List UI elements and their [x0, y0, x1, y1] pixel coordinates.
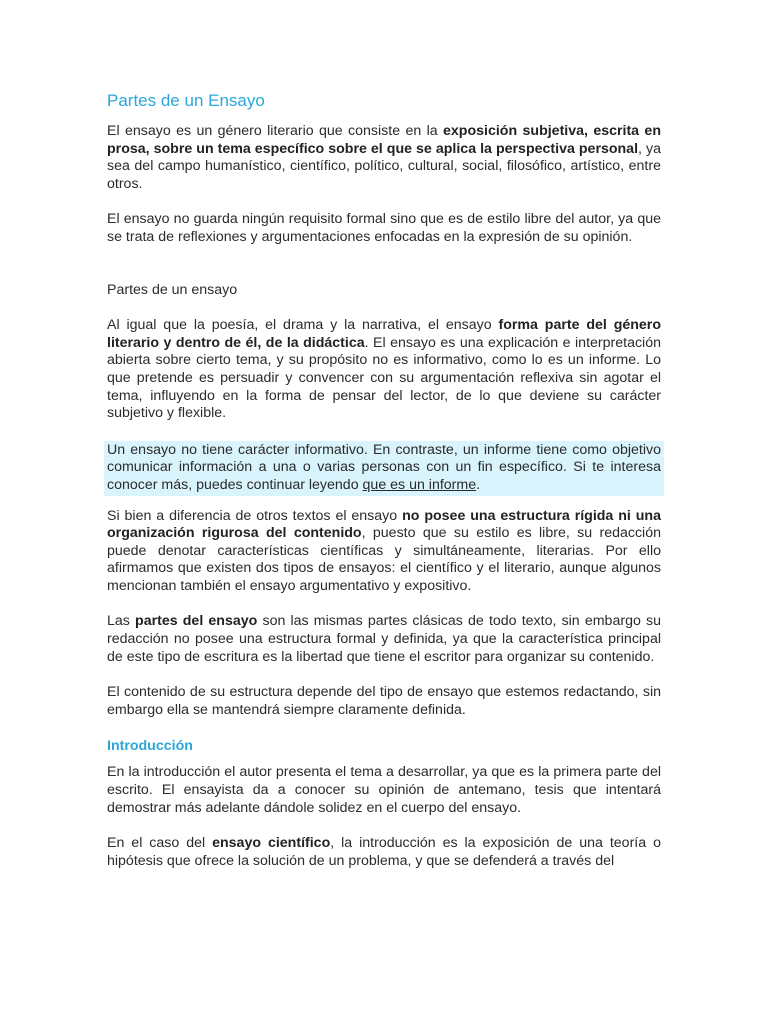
callout-box: [104, 441, 664, 496]
text-run: , puesto que su estilo es libre, su redacción puede denotar características científicas y simultáneamente, literarias. Por ello afirmamos que existen dos tipos de ensayos: el científico y el literario, aunque algunos mencionan también el ensayo argumentativo y expositivo.: [107, 525, 661, 594]
paragraph-structure: [107, 508, 661, 596]
text-run: Al igual que la poesía, el drama y la narrativa, el ensayo: [107, 317, 499, 334]
subheading-introduccion: Introducción: [107, 738, 193, 755]
text-run: .: [476, 476, 481, 493]
callout-text: Un ensayo no tiene carácter informativo. En contraste, un informe tiene como objetivo comunicar información a una o varias personas con un fin específico. Si te interesa conocer más, puedes continuar leyendo: [107, 441, 661, 493]
text-run: son las mismas partes clásicas de todo texto, sin embargo su redacción no posee una estructura formal y definida, ya que la característica principal de este tipo de escritura es la libertad que tiene el escritor para organizar su contenido.: [107, 613, 661, 665]
text-run: Las: [107, 613, 136, 630]
paragraph-content: El contenido de su estructura depende del tipo de ensayo que estemos redactando, sin embargo ella se mantendrá siempre claramente definida.: [107, 684, 661, 718]
bold-text: exposición subjetiva, escrita en prosa, sobre un tema específico sobre el que se aplica la perspectiva personal: [107, 123, 661, 157]
text-run: , ya sea del campo humanístico, científico, político, cultural, social, filosófico, artístico, entre otros.: [107, 140, 661, 192]
paragraph-parts: [107, 613, 661, 666]
paragraph-genre: [107, 317, 661, 423]
text-run: Si bien a diferencia de otros textos el ensayo: [107, 507, 403, 524]
text-run: . El ensayo es una explicación e interpretación abierta sobre cierto tema, y su propósito no es informativo, como lo es un informe. Lo que pretende es persuadir y convencer con su argumentación reflexiva sin agotar el tema, influyendo en la forma de pensar del lector, de lo que deviene su carácter subjetivo y flexible.: [107, 334, 661, 422]
bold-text: ensayo científico: [212, 835, 331, 852]
paragraph-intro: [107, 123, 661, 193]
text-run: En el caso del: [107, 835, 213, 852]
section-label: Partes de un ensayo: [107, 281, 238, 298]
bold-text: partes del ensayo: [135, 613, 258, 630]
page-title: Partes de un Ensayo: [107, 91, 265, 110]
informe-link[interactable]: que es un informe: [362, 476, 477, 493]
paragraph-introduction: En la introducción el autor presenta el tema a desarrollar, ya que es la primera parte del escrito. El ensayista da a conocer su opinión de antemano, tesis que intentará demostrar más adelante dándole solidez en el cuerpo del ensayo.: [107, 764, 661, 816]
bold-text: no posee una estructura rígida ni una organización rigurosa del contenido: [107, 507, 661, 542]
text-run: , la introducción es la exposición de una teoría o hipótesis que ofrece la solución de un problema, y que se defenderá a través del: [107, 835, 661, 869]
paragraph-scientific: [107, 835, 661, 870]
paragraph-style: El ensayo no guarda ningún requisito formal sino que es de estilo libre del autor, ya que se trata de reflexiones y argumentaciones enfocadas en la expresión de su opinión.: [107, 211, 661, 245]
document-page: [107, 90, 661, 870]
text-run: El ensayo es un género literario que consiste en la: [107, 123, 444, 139]
bold-text: forma parte del género literario y dentro de él, de la didáctica: [107, 317, 661, 351]
